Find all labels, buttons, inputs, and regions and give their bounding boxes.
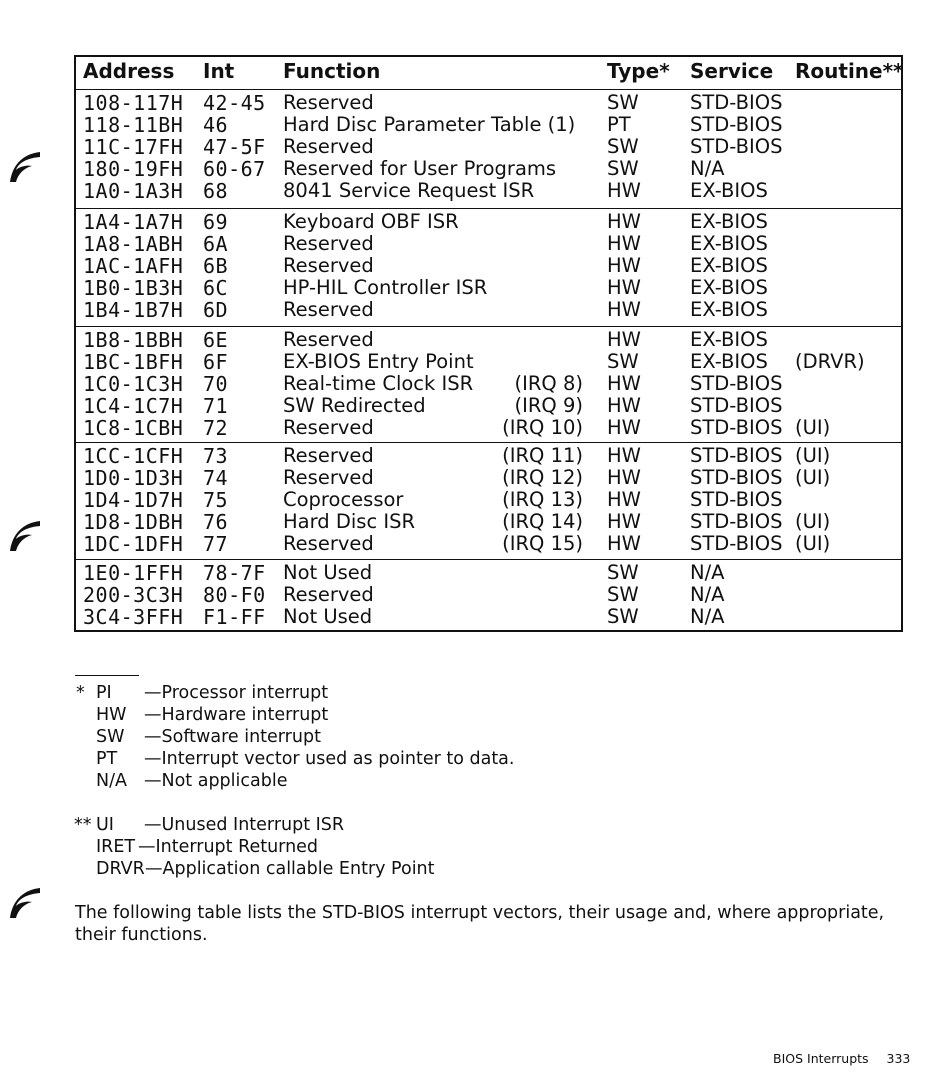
table-group <box>76 442 901 559</box>
cell-function: Reserved <box>283 532 374 555</box>
cell-irq: (IRQ 10) <box>502 416 583 439</box>
routine-note-text: —Application callable Entry Point <box>145 859 435 879</box>
table-group <box>76 90 901 208</box>
cell-int: 72 <box>203 416 229 440</box>
cell-int: 76 <box>203 510 229 534</box>
cell-address: 1E0-1FFH <box>83 561 184 585</box>
cell-int: 71 <box>203 394 229 418</box>
cell-service: STD-BIOS <box>690 488 783 511</box>
cell-service: EX-BIOS <box>690 210 768 233</box>
cell-type: PT <box>607 113 631 136</box>
table-row <box>76 299 901 321</box>
cell-address: 1B8-1BBH <box>83 328 184 352</box>
cell-service: STD-BIOS <box>690 372 783 395</box>
cell-irq: (IRQ 14) <box>502 510 583 533</box>
cell-int: 80-F0 <box>203 583 266 607</box>
cell-service: EX-BIOS <box>690 232 768 255</box>
cell-service: N/A <box>690 605 725 628</box>
cell-address: 1CC-1CFH <box>83 444 184 468</box>
cell-service: EX-BIOS <box>690 179 768 202</box>
cell-int: 47-5F <box>203 135 266 159</box>
body-paragraph: The following table lists the STD-BIOS interrupt vectors, their usage and, where appropriate, their functions. <box>75 903 885 945</box>
cell-address: 11C-17FH <box>83 135 184 159</box>
table-row <box>76 533 901 555</box>
cell-function: Reserved <box>283 416 374 439</box>
cell-type: HW <box>607 328 641 351</box>
cell-address: 1A0-1A3H <box>83 179 184 203</box>
cell-irq: (IRQ 13) <box>502 488 583 511</box>
type-note-text: —Software interrupt <box>144 727 321 747</box>
type-note-marker: * <box>76 683 85 703</box>
cell-routine: (DRVR) <box>795 350 865 373</box>
cell-function: Reserved <box>283 466 374 489</box>
cell-int: 6B <box>203 254 229 278</box>
cell-int: 78-7F <box>203 561 266 585</box>
cell-address: 1DC-1DFH <box>83 532 184 556</box>
footer-section: BIOS Interrupts <box>773 1051 869 1066</box>
cell-int: 42-45 <box>203 91 266 115</box>
table-row <box>76 158 901 180</box>
footer-page-number: 333 <box>886 1051 911 1066</box>
cell-address: 1C8-1CBH <box>83 416 184 440</box>
cell-type: HW <box>607 394 641 417</box>
type-note-code: N/A <box>96 771 127 791</box>
cell-function: Real-time Clock ISR <box>283 372 474 395</box>
table-row <box>76 489 901 511</box>
cell-type: HW <box>607 510 641 533</box>
header-service: Service <box>690 59 774 83</box>
cell-routine: (UI) <box>795 466 831 489</box>
cell-int: 70 <box>203 372 229 396</box>
cell-function: Reserved for User Programs <box>283 157 557 180</box>
cell-routine: (UI) <box>795 510 831 533</box>
cell-function: HP-HIL Controller ISR <box>283 276 488 299</box>
table-row <box>76 211 901 233</box>
margin-mark-icon <box>6 517 42 553</box>
page-footer <box>773 1051 910 1066</box>
table-row <box>76 233 901 255</box>
margin-mark-icon <box>6 148 42 184</box>
cell-type: HW <box>607 532 641 555</box>
type-note-text: —Processor interrupt <box>144 683 329 703</box>
cell-address: 180-19FH <box>83 157 184 181</box>
cell-int: 74 <box>203 466 229 490</box>
cell-function: Reserved <box>283 254 374 277</box>
cell-function: Reserved <box>283 298 374 321</box>
cell-type: SW <box>607 561 639 584</box>
cell-service: STD-BIOS <box>690 444 783 467</box>
type-note-code: HW <box>96 705 127 725</box>
interrupt-vector-table <box>74 55 903 632</box>
table-row <box>76 329 901 351</box>
cell-type: HW <box>607 276 641 299</box>
table-row <box>76 562 901 584</box>
table-row <box>76 92 901 114</box>
footnote-rule <box>75 675 139 676</box>
cell-type: SW <box>607 350 639 373</box>
cell-service: STD-BIOS <box>690 394 783 417</box>
table-row <box>76 606 901 628</box>
cell-function: Keyboard OBF ISR <box>283 210 459 233</box>
cell-address: 1D0-1D3H <box>83 466 184 490</box>
cell-type: SW <box>607 157 639 180</box>
cell-int: 69 <box>203 210 229 234</box>
cell-address: 1D4-1D7H <box>83 488 184 512</box>
cell-int: 6C <box>203 276 229 300</box>
table-row <box>76 180 901 202</box>
cell-address: 1C0-1C3H <box>83 372 184 396</box>
routine-note-text: —Interrupt Returned <box>138 837 319 857</box>
table-row <box>76 373 901 395</box>
cell-type: HW <box>607 298 641 321</box>
cell-irq: (IRQ 15) <box>502 532 583 555</box>
cell-int: 46 <box>203 113 229 137</box>
cell-function: Not Used <box>283 561 373 584</box>
table-row <box>76 255 901 277</box>
routine-note-code: DRVR <box>96 859 145 879</box>
cell-int: 6D <box>203 298 229 322</box>
cell-address: 108-117H <box>83 91 184 115</box>
cell-int: 73 <box>203 444 229 468</box>
cell-address: 1C4-1C7H <box>83 394 184 418</box>
type-note-code: PI <box>96 683 112 703</box>
cell-function: Hard Disc ISR <box>283 510 416 533</box>
cell-function: Reserved <box>283 583 374 606</box>
cell-address: 1B4-1B7H <box>83 298 184 322</box>
table-row <box>76 395 901 417</box>
cell-service: EX-BIOS <box>690 298 768 321</box>
routine-note-code: IRET <box>96 837 136 857</box>
cell-function: Reserved <box>283 91 374 114</box>
cell-address: 3C4-3FFH <box>83 605 184 629</box>
header-address: Address <box>83 59 175 83</box>
table-row <box>76 114 901 136</box>
type-note-code: PT <box>96 749 118 769</box>
cell-routine: (UI) <box>795 532 831 555</box>
cell-address: 1A8-1ABH <box>83 232 184 256</box>
table-row <box>76 467 901 489</box>
table-group <box>76 326 901 442</box>
cell-type: HW <box>607 254 641 277</box>
cell-int: 77 <box>203 532 229 556</box>
routine-note-marker: ** <box>74 815 92 835</box>
cell-function: SW Redirected <box>283 394 426 417</box>
cell-address: 1B0-1B3H <box>83 276 184 300</box>
cell-service: STD-BIOS <box>690 532 783 555</box>
cell-int: 60-67 <box>203 157 266 181</box>
cell-routine: (UI) <box>795 416 831 439</box>
cell-function: Hard Disc Parameter Table (1) <box>283 113 576 136</box>
table-row <box>76 136 901 158</box>
cell-irq: (IRQ 8) <box>514 372 583 395</box>
cell-function: Coprocessor <box>283 488 404 511</box>
cell-function: Reserved <box>283 328 374 351</box>
cell-int: 6A <box>203 232 229 256</box>
cell-type: HW <box>607 444 641 467</box>
cell-type: HW <box>607 466 641 489</box>
cell-service: STD-BIOS <box>690 113 783 136</box>
cell-address: 1AC-1AFH <box>83 254 184 278</box>
header-type: Type* <box>607 59 670 83</box>
type-note-text: —Hardware interrupt <box>144 705 329 725</box>
table-header <box>76 57 904 90</box>
table-row <box>76 584 901 606</box>
table-row <box>76 351 901 373</box>
table-group <box>76 208 901 326</box>
cell-type: SW <box>607 583 639 606</box>
cell-address: 1BC-1BFH <box>83 350 184 374</box>
cell-service: N/A <box>690 583 725 606</box>
type-note-text: —Interrupt vector used as pointer to data. <box>144 749 515 769</box>
routine-note-text: —Unused Interrupt ISR <box>144 815 345 835</box>
cell-int: 68 <box>203 179 229 203</box>
cell-function: 8041 Service Request ISR <box>283 179 535 202</box>
table-row <box>76 417 901 439</box>
table-row <box>76 445 901 467</box>
table-row <box>76 511 901 533</box>
header-int: Int <box>203 59 235 83</box>
table-row <box>76 277 901 299</box>
margin-mark-icon <box>6 884 42 920</box>
cell-service: EX-BIOS <box>690 254 768 277</box>
cell-int: 6E <box>203 328 229 352</box>
table-group <box>76 559 901 632</box>
cell-service: STD-BIOS <box>690 466 783 489</box>
header-routine: Routine** <box>795 59 904 83</box>
cell-address: 1D8-1DBH <box>83 510 184 534</box>
cell-service: STD-BIOS <box>690 135 783 158</box>
cell-type: SW <box>607 605 639 628</box>
cell-address: 1A4-1A7H <box>83 210 184 234</box>
cell-service: N/A <box>690 561 725 584</box>
cell-type: HW <box>607 210 641 233</box>
cell-irq: (IRQ 9) <box>514 394 583 417</box>
cell-address: 118-11BH <box>83 113 184 137</box>
cell-service: STD-BIOS <box>690 91 783 114</box>
cell-type: HW <box>607 372 641 395</box>
cell-function: Reserved <box>283 444 374 467</box>
cell-type: HW <box>607 416 641 439</box>
cell-type: SW <box>607 91 639 114</box>
routine-note-code: UI <box>96 815 114 835</box>
cell-function: Not Used <box>283 605 373 628</box>
cell-function: Reserved <box>283 135 374 158</box>
cell-service: STD-BIOS <box>690 416 783 439</box>
cell-service: EX-BIOS <box>690 328 768 351</box>
type-note-code: SW <box>96 727 125 747</box>
cell-int: F1-FF <box>203 605 266 629</box>
type-note-text: —Not applicable <box>144 771 288 791</box>
cell-int: 75 <box>203 488 229 512</box>
cell-service: EX-BIOS <box>690 350 768 373</box>
cell-address: 200-3C3H <box>83 583 184 607</box>
cell-type: HW <box>607 179 641 202</box>
cell-service: EX-BIOS <box>690 276 768 299</box>
cell-irq: (IRQ 11) <box>502 444 583 467</box>
cell-int: 6F <box>203 350 229 374</box>
header-function: Function <box>283 59 381 83</box>
cell-function: Reserved <box>283 232 374 255</box>
cell-service: N/A <box>690 157 725 180</box>
cell-irq: (IRQ 12) <box>502 466 583 489</box>
cell-type: HW <box>607 488 641 511</box>
cell-service: STD-BIOS <box>690 510 783 533</box>
cell-function: EX-BIOS Entry Point <box>283 350 474 373</box>
cell-type: HW <box>607 232 641 255</box>
cell-type: SW <box>607 135 639 158</box>
cell-routine: (UI) <box>795 444 831 467</box>
